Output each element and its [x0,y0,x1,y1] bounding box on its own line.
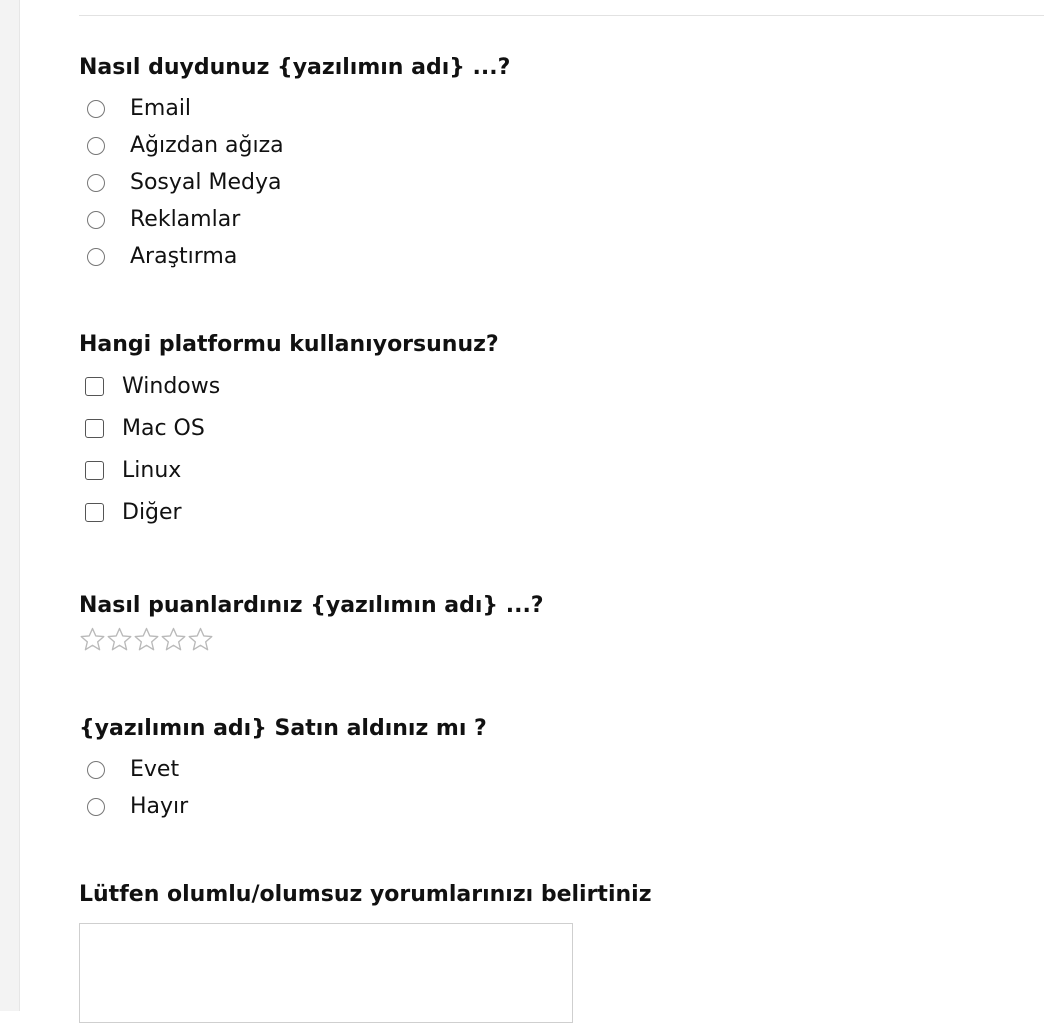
checkbox-option-linux[interactable] [79,449,1019,491]
star-outline-icon[interactable] [79,626,106,653]
left-gutter [0,0,20,1011]
option-label: Reklamlar [130,207,241,232]
radio-button[interactable] [87,211,105,229]
star-rating[interactable] [79,626,1019,653]
checkbox[interactable] [85,503,104,522]
star-outline-icon[interactable] [106,626,133,653]
radio-group-hear-about [79,90,1019,275]
radio-button[interactable] [87,761,105,779]
radio-option-yes[interactable] [79,751,1019,788]
star-outline-icon[interactable] [160,626,187,653]
question-title: Nasıl puanlardınız {yazılımın adı} ...? [79,593,544,618]
checkbox[interactable] [85,461,104,480]
checkbox-option-macos[interactable] [79,407,1019,449]
option-label: Email [130,96,192,121]
radio-option-email[interactable] [79,90,1019,127]
star-outline-icon[interactable] [187,626,214,653]
option-label: Hayır [130,794,189,819]
radio-option-research[interactable] [79,238,1019,275]
radio-button[interactable] [87,100,105,118]
option-label: Linux [122,457,182,483]
option-label: Sosyal Medya [130,170,282,195]
radio-group-purchased [79,751,1019,825]
question-hear-about [79,54,1019,275]
radio-button[interactable] [87,174,105,192]
option-label: Diğer [122,499,182,525]
option-label: Evet [130,757,180,782]
question-title: Nasıl duydunuz {yazılımın adı} ...? [79,55,511,80]
option-label: Windows [122,373,221,399]
radio-button[interactable] [87,137,105,155]
question-title: {yazılımın adı} Satın aldınız mı ? [79,716,487,741]
radio-option-no[interactable] [79,788,1019,825]
radio-button[interactable] [87,798,105,816]
radio-button[interactable] [87,248,105,266]
star-outline-icon[interactable] [133,626,160,653]
checkbox-option-other[interactable] [79,491,1019,533]
checkbox[interactable] [85,419,104,438]
checkbox-group-platform [79,365,1019,533]
top-divider [79,15,1044,16]
checkbox[interactable] [85,377,104,396]
radio-option-social-media[interactable] [79,164,1019,201]
radio-option-word-of-mouth[interactable] [79,127,1019,164]
option-label: Araştırma [130,244,238,269]
question-purchased [79,715,1019,825]
option-label: Ağızdan ağıza [130,133,284,158]
checkbox-option-windows[interactable] [79,365,1019,407]
question-title: Hangi platformu kullanıyorsunuz? [79,332,499,357]
question-title: Lütfen olumlu/olumsuz yorumlarınızı belirtiniz [79,882,652,907]
comments-textarea[interactable] [79,923,573,1023]
radio-option-ads[interactable] [79,201,1019,238]
question-platform [79,331,1019,533]
question-rating [79,592,1019,653]
option-label: Mac OS [122,415,205,441]
question-comments [79,881,1019,1023]
